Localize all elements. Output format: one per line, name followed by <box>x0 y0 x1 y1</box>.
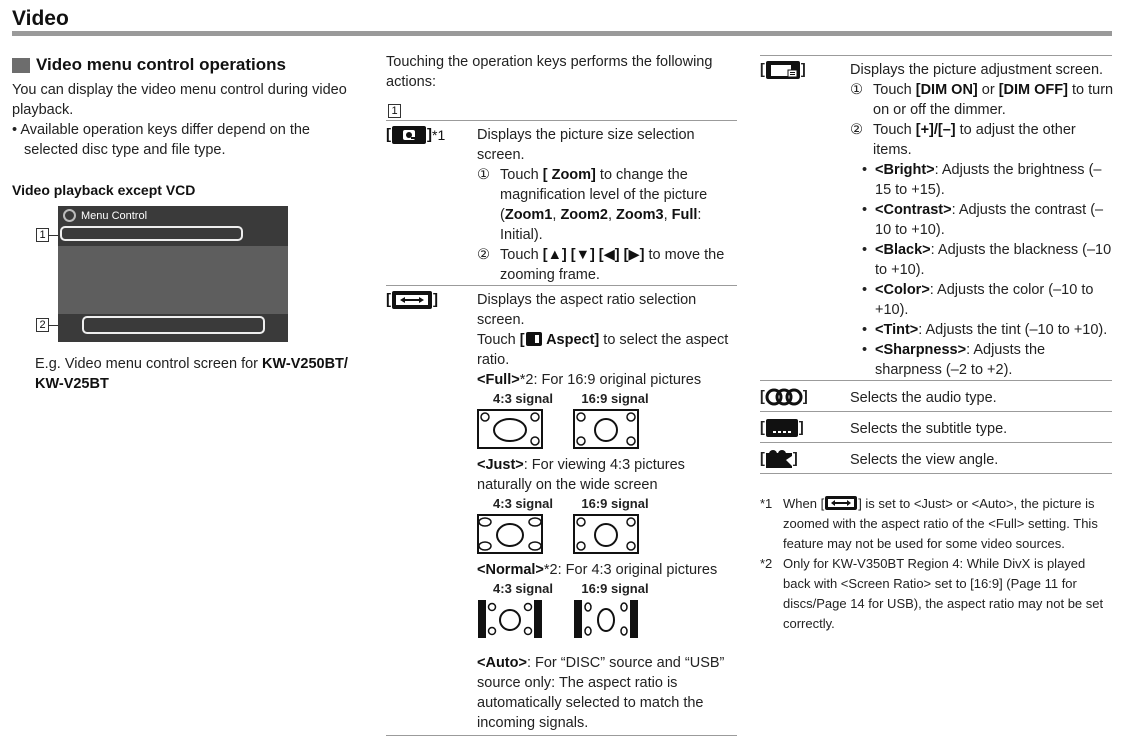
step-text: Touch <box>873 122 916 138</box>
item-text: : Adjusts the tint (–10 to +10). <box>918 322 1108 338</box>
adjust-item: • <Contrast>: Adjusts the contrast (–10 to +10). <box>862 202 1104 238</box>
normal-169-diagram <box>573 599 639 639</box>
mode-label: <Full> <box>477 372 520 388</box>
zoom-note: *1 <box>432 127 446 143</box>
footnote-1 <box>760 494 1115 556</box>
zoom-option: Zoom2 <box>560 207 608 223</box>
example-prefix: E.g. Video menu control screen for <box>35 356 263 372</box>
mode-desc: : For “DISC” source and “USB” source only: The aspect ratio is automatically selected to match the incoming signals. <box>477 655 725 731</box>
item-text: : Adjusts the blackness (–10 to +10). <box>875 242 1112 278</box>
section-square-icon <box>12 58 30 73</box>
aspect-key-icon <box>825 496 857 510</box>
signal-label: 16:9 signal <box>581 496 649 511</box>
adjust-item: • <Color>: Adjusts the color (–10 to +10). <box>862 282 1094 318</box>
footnote-mark: *1 <box>760 496 773 511</box>
aspect-key-icon <box>392 291 432 309</box>
step-text: to move the zooming frame. <box>500 247 725 283</box>
aspect-touch-line: Touch [ Aspect] to select the aspect ratio. <box>477 332 729 368</box>
just-43-diagram <box>477 514 543 554</box>
menu-logo-icon <box>63 209 76 222</box>
full-diagrams <box>477 409 735 449</box>
subtitle-description: Selects the subtitle type. <box>850 421 1008 437</box>
rule <box>760 380 1112 381</box>
area-marker: 1 <box>388 104 401 118</box>
angle-key: [ ] <box>760 451 798 467</box>
section-heading-text: Video menu control operations <box>36 55 286 74</box>
full-169-diagram <box>573 409 639 449</box>
full-line <box>477 370 735 390</box>
item-text: : Adjusts the brightness (–15 to +15). <box>875 162 1102 198</box>
rule <box>760 55 1112 56</box>
normal-diagrams <box>477 599 735 639</box>
footnote-text: When [ <box>783 496 825 511</box>
normal-line <box>477 560 735 580</box>
aspect-description <box>477 290 735 733</box>
dim-on-ref: [DIM ON] <box>915 82 978 98</box>
operation-key-area-2 <box>82 316 265 334</box>
adjust-item: • <Bright>: Adjusts the brightness (–15 to +15). <box>862 162 1102 198</box>
mode-note: *2 <box>519 372 534 388</box>
menu-control-screen <box>58 206 288 342</box>
mode-label: <Auto> <box>477 655 527 671</box>
item-label: <Bright> <box>875 162 935 178</box>
footnote-text: ] is set to <Just> or <Auto>, the picture is zoomed with the aspect ratio of the <Full> setting. This feature may not be used for some video sources. <box>783 496 1098 551</box>
rule <box>386 735 737 736</box>
mode-label: <Normal> <box>477 562 544 578</box>
rule <box>386 120 737 121</box>
angle-description: Selects the view angle. <box>850 452 999 468</box>
rule <box>760 411 1112 412</box>
section-heading <box>12 54 372 76</box>
footnote-text: Only for KW-V350BT Region 4: While DivX is played back with <Screen Ratio> set to [16:9] (Page 11 for discs/Page 14 for USB), the aspect ratio may not be set correctly. <box>783 556 1104 631</box>
adjust-item: • <Sharpness>: Adjusts the sharpness (–2 to +2). <box>862 342 1046 378</box>
step-text: Touch <box>500 247 543 263</box>
menu-title: Menu Control <box>81 210 148 222</box>
adjust-item: • <Tint>: Adjusts the tint (–10 to +10). <box>862 322 1108 338</box>
rule <box>760 442 1112 443</box>
just-169-diagram <box>573 514 639 554</box>
item-label: <Color> <box>875 282 930 298</box>
step-number: ① <box>850 82 863 98</box>
example-model-2: KW-V25BT <box>35 376 109 392</box>
step-text: Touch <box>477 332 520 348</box>
step-number: ① <box>477 167 490 183</box>
full-43-diagram <box>477 409 543 449</box>
zoom-option: Full <box>671 207 698 223</box>
picture-adjust-icon <box>766 61 800 79</box>
mode-desc: : For 16:9 original pictures <box>533 372 702 388</box>
mode-note: *2 <box>543 562 558 578</box>
step-text: : Initial). <box>500 207 702 243</box>
step-text: or <box>977 82 999 98</box>
item-text: : Adjusts the sharpness (–2 to +2). <box>875 342 1046 378</box>
audio-key: [ ] <box>760 389 808 405</box>
audio-description: Selects the audio type. <box>850 390 997 406</box>
mode-label: <Just> <box>477 457 524 473</box>
title-rule <box>12 31 1112 36</box>
step-text: Touch <box>500 167 543 183</box>
operation-key-area-1 <box>60 226 243 241</box>
item-text: : Adjusts the color (–10 to +10). <box>875 282 1094 318</box>
plus-minus-ref: [+]/[–] <box>915 122 956 138</box>
dim-off-ref: [DIM OFF] <box>998 82 1068 98</box>
aspect-small-icon <box>526 332 542 346</box>
zoom-step-2 <box>477 245 735 285</box>
zoom-description <box>477 125 735 285</box>
signal-label: 4:3 signal <box>493 581 553 596</box>
audio-icon <box>765 387 803 407</box>
normal-43-diagram <box>477 599 543 639</box>
picture-step-2 <box>850 120 1115 160</box>
signal-labels <box>477 495 735 513</box>
sub-heading: Video playback except VCD <box>12 182 196 198</box>
auto-line <box>477 653 735 733</box>
adjust-items <box>850 160 1115 380</box>
just-line <box>477 455 735 495</box>
signal-label: 4:3 signal <box>493 496 553 511</box>
just-diagrams <box>477 514 735 554</box>
zoom-option: Zoom3 <box>616 207 664 223</box>
item-text: : Adjusts the contrast (–10 to +10). <box>875 202 1104 238</box>
zoom-desc-text: Displays the picture size selection screen. <box>477 127 695 163</box>
adjust-item: • <Black>: Adjusts the blackness (–10 to +10). <box>862 242 1112 278</box>
item-label: <Sharpness> <box>875 342 967 358</box>
zoom-step-1: ① Touch [ Zoom] to change the magnification level of the picture (Zoom1, Zoom2, Zoom3, Full: Initial). <box>477 167 708 243</box>
item-label: <Black> <box>875 242 931 258</box>
step-number: ② <box>850 122 863 138</box>
mode-desc: : For 4:3 original pictures <box>557 562 718 578</box>
step-text: to select the aspect ratio. <box>477 332 729 368</box>
footnote-2 <box>760 554 1115 631</box>
callout-1: 1 <box>36 228 49 242</box>
arrow-keys-ref: [▲] [▼] [◀] [▶] <box>542 247 645 263</box>
zoom-option: Zoom1 <box>504 207 553 223</box>
picture-key: [ ] <box>760 62 806 78</box>
signal-labels <box>477 580 735 598</box>
zoom-button-ref: [ Zoom] <box>542 167 596 183</box>
item-label: <Contrast> <box>875 202 952 218</box>
rule <box>386 285 737 286</box>
bullet-note-text: Available operation keys differ depend on the selected disc type and file type. <box>20 122 310 158</box>
callout-2: 2 <box>36 318 49 332</box>
picture-description <box>850 60 1115 380</box>
step-text: to adjust the other items. <box>873 122 1076 158</box>
aspect-desc-text: Displays the aspect ratio selection screen. <box>477 292 697 328</box>
picture-step-1 <box>850 80 1115 120</box>
col2-intro: Touching the operation keys performs the following actions: <box>386 54 713 90</box>
aspect-button-ref: Aspect] <box>546 332 600 348</box>
camera-angle-icon <box>765 449 793 469</box>
footnote-mark: *2 <box>760 556 773 571</box>
aspect-key: [ ] <box>386 291 438 308</box>
bullet-note: • Available operation keys differ depend on the selected disc type and file type. <box>12 122 310 158</box>
step-text: to turn on or off the dimmer. <box>873 82 1114 118</box>
signal-label: 16:9 signal <box>581 581 649 596</box>
signal-labels <box>477 390 735 408</box>
step-number: ② <box>477 247 490 263</box>
step-text: Touch <box>873 82 916 98</box>
example-caption <box>35 354 365 394</box>
signal-label: 16:9 signal <box>581 391 649 406</box>
page-title: Video <box>12 7 69 30</box>
zoom-key: [ ] *1 <box>386 126 446 143</box>
intro-paragraph: You can display the video menu control during video playback. <box>12 82 347 118</box>
step-text: to change the magnification level of the picture ( <box>500 167 708 223</box>
item-label: <Tint> <box>875 322 919 338</box>
picture-desc-text: Displays the picture adjustment screen. <box>850 62 1104 78</box>
mode-desc: : For viewing 4:3 pictures naturally on the wide screen <box>477 457 685 493</box>
subtitle-key: [ ] <box>760 420 804 436</box>
rule <box>760 473 1112 474</box>
example-model-1: KW-V250BT/ <box>262 356 348 372</box>
signal-label: 4:3 signal <box>493 391 553 406</box>
subtitle-icon <box>766 419 798 437</box>
zoom-key-icon <box>392 126 426 144</box>
